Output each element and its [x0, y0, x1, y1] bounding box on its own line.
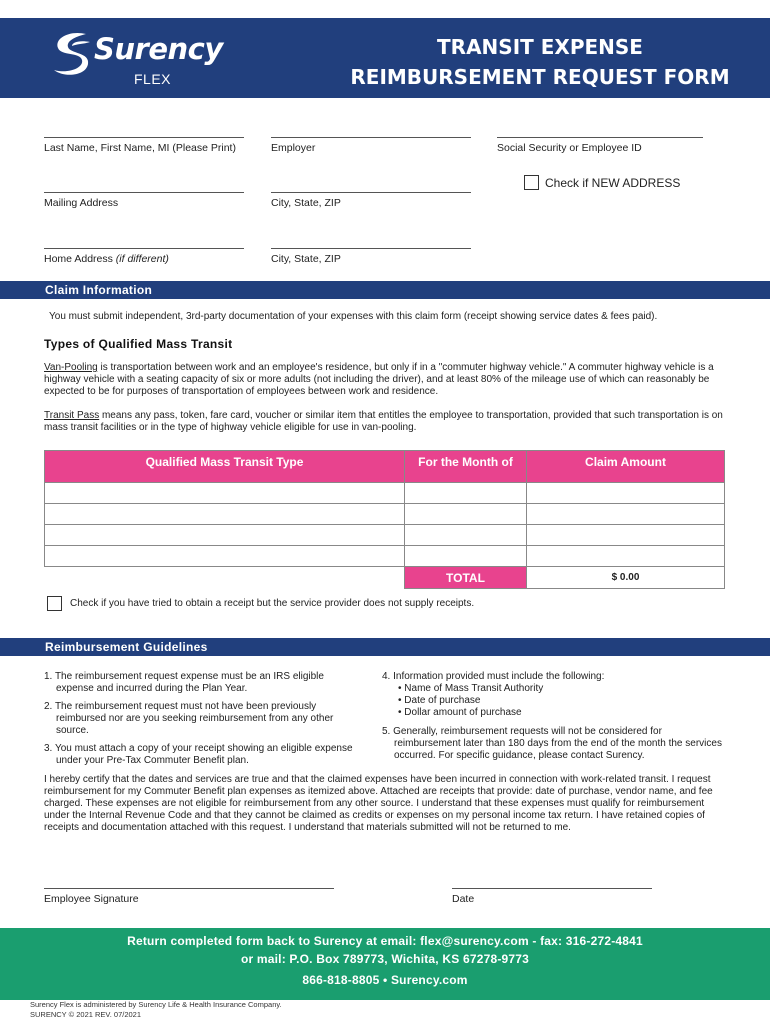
- logo-wordmark: Surency: [94, 32, 223, 66]
- amount-input[interactable]: [527, 483, 725, 504]
- month-input[interactable]: [405, 504, 527, 525]
- col-month: For the Month of: [405, 451, 527, 483]
- guideline-4-intro: 4. Information provided must include the following:: [382, 671, 605, 682]
- amount-input[interactable]: [527, 546, 725, 567]
- new-address-label: Check if NEW ADDRESS: [545, 176, 681, 190]
- month-input[interactable]: [405, 483, 527, 504]
- fine-print: [30, 1000, 282, 1020]
- guideline-5: 5. Generally, reimbursement requests will not be considered for reimbursement later than 180 days from the end of the month the services occurred. For specific guidance, please contact Surency.: [382, 726, 722, 761]
- no-receipt-label: Check if you have tried to obtain a receipt but the service provider does not supply receipts.: [70, 598, 475, 609]
- total-value: $ 0.00: [527, 567, 725, 589]
- mailing-address-field[interactable]: Mailing Address: [44, 192, 244, 209]
- new-address-checkbox[interactable]: [524, 175, 539, 190]
- home-city-state-zip-field[interactable]: City, State, ZIP: [271, 248, 471, 265]
- col-claim-amount: Claim Amount: [527, 451, 725, 483]
- home-address-field[interactable]: [44, 248, 244, 265]
- table-row: [45, 546, 725, 567]
- city-state-zip-field[interactable]: City, State, ZIP: [271, 192, 471, 209]
- claim-information-bar: Claim Information: [0, 281, 770, 299]
- name-field[interactable]: Last Name, First Name, MI (Please Print): [44, 137, 244, 154]
- form-title-line2: REIMBURSEMENT REQUEST FORM: [350, 65, 730, 89]
- transit-type-input[interactable]: [45, 546, 405, 567]
- guideline-3: 3. You must attach a copy of your receipt showing an eligible expense under your Pre-Tax Commuter Benefit plan.: [44, 743, 353, 766]
- form-header: [0, 18, 770, 98]
- footer-mail: or mail: P.O. Box 789773, Wichita, KS 67278-9773: [240, 952, 530, 966]
- home-address-label: Home Address: [44, 253, 116, 265]
- guideline-1: 1. The reimbursement request expense must be an IRS eligible expense and incurred during the Plan Year.: [44, 671, 324, 694]
- transit-type-input[interactable]: [45, 525, 405, 546]
- ssn-field[interactable]: Social Security or Employee ID: [497, 137, 703, 154]
- claim-table: [44, 450, 725, 589]
- table-row: [45, 483, 725, 504]
- employer-field[interactable]: Employer: [271, 137, 471, 154]
- guideline-2: 2. The reimbursement request must not have been previously reimbursed nor are you seeking reimbursement from any other source.: [44, 701, 334, 736]
- guideline-4-bullet: • Date of purchase: [398, 695, 481, 706]
- reimbursement-guidelines-bar: Reimbursement Guidelines: [0, 638, 770, 656]
- surency-swoosh-icon: [50, 30, 94, 82]
- footer-email-fax: Return completed form back to Surency at email: flex@surency.com - fax: 316-272-4841: [127, 934, 643, 948]
- footer-contact-bar: [0, 928, 770, 1000]
- vanpool-text: is transportation between work and an employee's residence, but only if in a "commuter highway vehicle." A commuter highway vehicle is a highway vehicle with a seating capacity of six or more adults (not including the driver), and at least 80% of the mileage use of which can reasonably be expected to be for purposes of transportation of employees between work and residence.: [44, 362, 714, 397]
- total-row: [45, 567, 725, 589]
- col-transit-type: Qualified Mass Transit Type: [45, 451, 405, 483]
- certification-statement: I hereby certify that the dates and services are true and that the claimed expenses have been incurred in connection with work-related transit. I request reimbursement for my Commuter Benefit plan expenses as itemized above. Attached are receipts that provide: date of purchase, vendor name, and fee charged. These expenses are not eligible for reimbursement from any other source. I understand that these expenses must qualify for reimbursement under the Internal Revenue Code and that they cannot be claimed as credits or expenses on my personal income tax return. I have retained copies of receipts and documentation attached with this request. I understand that materials submitted will not be returned to me.: [44, 774, 713, 833]
- claim-table-header: [45, 451, 725, 483]
- guideline-4-bullet: • Dollar amount of purchase: [398, 707, 522, 718]
- table-row: [45, 525, 725, 546]
- fine-print-admin: Surency Flex is administered by Surency Life & Health Insurance Company.: [30, 1000, 282, 1009]
- home-address-note: (if different): [115, 253, 169, 265]
- month-input[interactable]: [405, 525, 527, 546]
- footer-phone-web: 866-818-8805 • Surency.com: [302, 973, 468, 987]
- transit-pass-definition: [44, 410, 734, 434]
- fine-print-copyright: SURENCY © 2021 REV. 07/2021: [30, 1010, 142, 1019]
- blank-cell: [45, 567, 405, 589]
- table-row: [45, 504, 725, 525]
- form-title: [330, 32, 750, 92]
- month-input[interactable]: [405, 546, 527, 567]
- no-receipt-checkbox[interactable]: [47, 596, 62, 611]
- transit-type-input[interactable]: [45, 504, 405, 525]
- amount-input[interactable]: [527, 504, 725, 525]
- amount-input[interactable]: [527, 525, 725, 546]
- form-title-line1: TRANSIT EXPENSE: [437, 35, 643, 59]
- transit-pass-term: Transit Pass: [44, 410, 100, 421]
- vanpool-definition: [44, 362, 734, 398]
- guideline-4: [382, 671, 727, 719]
- date-field[interactable]: Date: [452, 888, 652, 905]
- types-heading: Types of Qualified Mass Transit: [44, 337, 233, 351]
- transit-type-input[interactable]: [45, 483, 405, 504]
- transit-pass-text: means any pass, token, fare card, voucher or similar item that entitles the employee to transportation, provided that such transportation is on mass transit facilities or in the type of highway vehicle eligible for use in van-pooling.: [44, 410, 723, 433]
- total-label: TOTAL: [405, 567, 527, 589]
- logo-subtitle: FLEX: [134, 71, 172, 87]
- surency-logo: [50, 30, 230, 90]
- employee-signature-field[interactable]: Employee Signature: [44, 888, 334, 905]
- vanpool-term: Van-Pooling: [44, 362, 98, 373]
- guideline-4-bullet: • Name of Mass Transit Authority: [398, 683, 544, 694]
- documentation-notice: You must submit independent, 3rd-party documentation of your expenses with this claim form (receipt showing service dates & fees paid).: [49, 311, 658, 322]
